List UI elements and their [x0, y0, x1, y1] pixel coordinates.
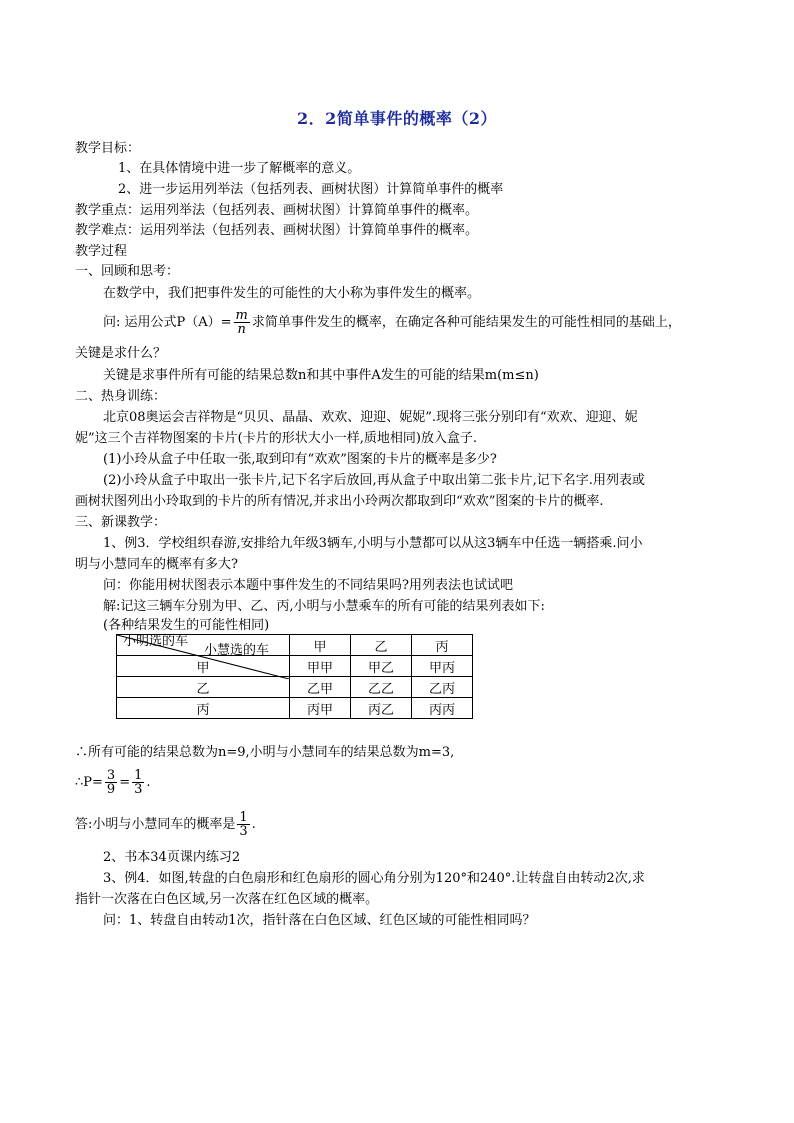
equals-sign: = [119, 775, 131, 790]
table-cell: 丙甲 [290, 698, 351, 719]
page-title: 2．2简单事件的概率（2） [297, 109, 497, 128]
table-cell: 丙丙 [412, 698, 473, 719]
fraction-numerator: 3 [106, 768, 116, 783]
table-cell: 乙甲 [290, 677, 351, 698]
example3-line1: 1、例3．学校组织春游,安排给九年级3辆车,小明与小慧都可以从这3辆车中任选一辆搭乘.问小 [103, 536, 643, 551]
formula-denominator: n [237, 322, 246, 337]
fraction-denominator: 9 [106, 782, 116, 797]
section1-answer: 关键是求事件所有可能的结果总数n和其中事件A发生的可能的结果m(m≤n) [103, 368, 539, 383]
table-cell: 甲丙 [412, 656, 473, 677]
fraction-numerator: 1 [239, 810, 248, 825]
formula-question [103, 308, 681, 338]
row-header: 甲 [117, 656, 290, 677]
corner-bottom-label: 小明选的车 [123, 634, 189, 649]
warmup-question-2-line1: (2)小玲从盒子中取出一张卡片,记下名字后放回,再从盒子中取出第二张卡片,记下名字.用列表或 [103, 473, 645, 488]
example4-line2: 指针一次落在白色区域,另一次落在红色区域的概率。 [75, 892, 379, 907]
example3-line2: 明与小慧同车的概率有多大? [75, 557, 238, 572]
example3-ask: 问：你能用树状图表示本题中事件发生的不同结果吗?用列表法也试试吧 [103, 578, 513, 593]
table-row [117, 677, 473, 698]
period: . [251, 817, 256, 832]
row-header: 乙 [117, 677, 290, 698]
objective-item-2: 2、进一步运用列举法（包括列表、画树状图）计算简单事件的概率 [118, 182, 504, 197]
section3-heading: 三、新课教学： [75, 515, 167, 530]
mascot-paragraph-line1-a: 北京08奥运会吉祥物是“贝贝、晶晶、欢欢、迎迎、妮 [103, 410, 413, 425]
table-row [117, 698, 473, 719]
mascot-paragraph-line1 [103, 410, 638, 426]
table-cell: 甲乙 [351, 656, 412, 677]
therefore-totals: ∴所有可能的结果总数为n=9,小明与小慧同车的结果总数为m=3, [75, 745, 455, 760]
column-header: 丙 [412, 635, 473, 656]
table-cell: 丙乙 [351, 698, 412, 719]
objectives-heading: 教学目标： [75, 141, 141, 156]
outcome-table [116, 634, 473, 719]
example3-solution: 解:记这三辆车分别为甲、乙、丙,小明与小慧乘车的所有可能的结果列表如下: [103, 599, 545, 614]
table-cell: 乙乙 [351, 677, 412, 698]
table-header-row [117, 635, 473, 656]
example4-ask: 问：1、转盘自由转动1次，指针落在白色区域、红色区域的可能性相同吗？ [103, 913, 536, 928]
equal-likelihood-note: (各种结果发生的可能性相同) [103, 618, 270, 633]
exercise-item-2: 2、书本34页课内练习2 [103, 850, 241, 865]
section1-paragraph: 在数学中，我们把事件发生的可能性的大小称为事件发生的概率。 [103, 286, 481, 301]
answer-line [75, 808, 256, 842]
process-heading: 教学过程 [75, 244, 128, 259]
fraction-numerator: 1 [134, 768, 143, 783]
example4-line1: 3、例4．如图,转盘的白色扇形和红色扇形的圆心角分别为120°和240°.让转盘自由转动2次,求 [103, 871, 645, 886]
section2-heading: 二、热身训练： [75, 389, 167, 404]
section1-heading: 一、回顾和思考： [75, 264, 180, 279]
fraction-3-9 [105, 769, 117, 796]
warmup-question-1: (1)小玲从盒子中任取一张,取到印有“欢欢”图案的卡片的概率是多少? [103, 452, 497, 467]
table-cell: 乙丙 [412, 677, 473, 698]
period: . [146, 775, 151, 790]
table-cell: 甲甲 [290, 656, 351, 677]
warmup-question-2-line2: 画树状图列出小玲取到的卡片的所有情况,并求出小玲两次都取到印“欢欢”图案的卡片的概率. [75, 494, 604, 509]
formula-fraction [234, 309, 250, 336]
probability-prefix: ∴P= [75, 775, 103, 790]
difficulty: 教学难点：运用列举法（包括列表、画树状图）计算简单事件的概率。 [75, 223, 479, 238]
table-corner-cell [117, 635, 290, 656]
formula-question-suffix: 求简单事件发生的概率，在确定各种可能结果发生的可能性相同的基础上， [251, 315, 681, 330]
probability-equation [75, 766, 151, 800]
fraction-denominator: 3 [239, 824, 248, 839]
question-continuation: 关键是求什么？ [75, 346, 167, 361]
mascot-paragraph-line1-b: 妮”.现将三张分别印有“欢欢、迎迎、妮 [412, 410, 638, 425]
formula-question-prefix: 问: 运用公式P（A）= [103, 315, 232, 330]
fraction-denominator: 3 [134, 782, 143, 797]
corner-top-label: 小慧选的车 [203, 643, 269, 658]
formula-numerator: m [235, 308, 248, 323]
objective-item-1: 1、在具体情境中进一步了解概率的意义。 [118, 161, 361, 176]
column-header: 乙 [351, 635, 412, 656]
fraction-1-3 [132, 769, 144, 796]
mascot-paragraph-line2: 妮”这三个吉祥物图案的卡片(卡片的形状大小一样,质地相同)放入盒子. [75, 431, 478, 446]
column-header: 甲 [290, 635, 351, 656]
row-header: 丙 [117, 698, 290, 719]
answer-fraction [237, 811, 249, 838]
answer-prefix: 答:小明与小慧同车的概率是 [75, 817, 236, 832]
key-point: 教学重点：运用列举法（包括列表、画树状图）计算简单事件的概率。 [75, 203, 479, 218]
